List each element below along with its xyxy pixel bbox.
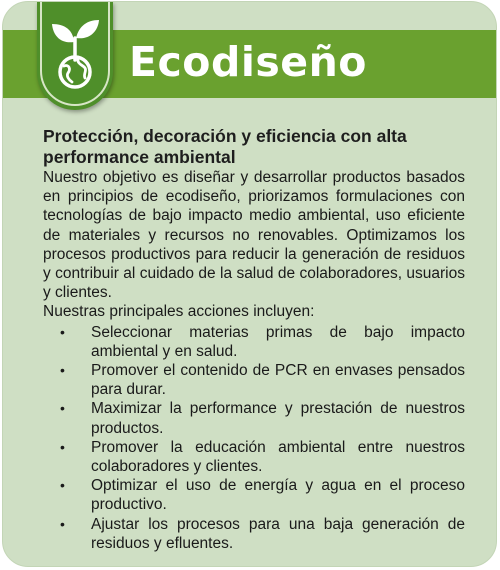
bullet: • xyxy=(60,438,65,455)
page-title: Ecodiseño xyxy=(129,38,367,86)
badge xyxy=(37,2,113,110)
sprout-globe-icon xyxy=(47,16,103,92)
actions-list xyxy=(43,323,465,553)
list-item-text: Maximizar la performance y prestación de nuestros productos. xyxy=(91,400,465,437)
bullet: • xyxy=(60,515,65,532)
list-item xyxy=(43,361,465,399)
ecodesign-card xyxy=(2,1,497,567)
actions-intro: Nuestras principales acciones incluyen: xyxy=(43,303,315,321)
list-item-text: Promover la educación ambiental entre nuestros colaboradores y clientes. xyxy=(91,438,465,476)
bullet: • xyxy=(60,362,65,379)
list-item-text: Seleccionar materias primas de bajo impacto ambiental y en salud. xyxy=(91,323,465,360)
list-item-text: Promover el contenido de PCR en envases pensados para durar. xyxy=(91,362,465,399)
bullet: • xyxy=(60,400,65,417)
list-item xyxy=(43,476,465,514)
list-item xyxy=(43,515,465,553)
description-paragraph: Nuestro objetivo es diseñar y desarrollar productos basados en principios de ecodiseño, priorizamos formulaciones con tecnologías de bajo impacto medio ambiental, uso eficiente de materiales y recursos no renovables. Optimizamos los procesos productivos para reducir la generación de residuos y contribuir al cuidado de la salud de colaboradores, usuarios y clientes. xyxy=(43,169,465,302)
list-item-text: Ajustar los procesos para una baja generación de residuos y efluentes. xyxy=(91,515,465,552)
list-item xyxy=(43,323,465,361)
bullet: • xyxy=(60,323,65,340)
list-item xyxy=(43,438,465,476)
bullet: • xyxy=(60,477,65,494)
section-subtitle: Protección, decoración y eficiencia con alta performance ambiental xyxy=(43,126,407,167)
list-item xyxy=(43,399,465,437)
list-item-text: Optimizar el uso de energía y agua en el proceso productivo. xyxy=(91,477,465,514)
content xyxy=(43,126,465,553)
